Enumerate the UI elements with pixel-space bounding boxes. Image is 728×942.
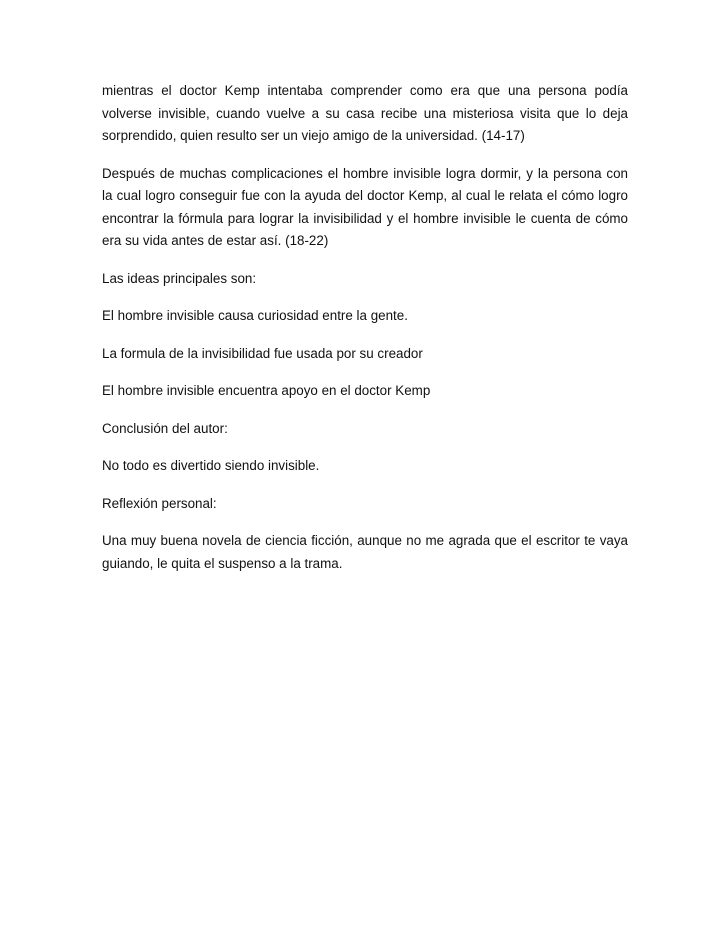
document-body <box>102 80 628 590</box>
personal-reflection-text: Una muy buena novela de ciencia ficción, aunque no me agrada que el escritor te vaya guiando, le quita el suspenso a la trama. <box>102 533 628 571</box>
paragraph-summary-kemp: mientras el doctor Kemp intentaba comprender como era que una persona podía volverse invisible, cuando vuelve a su casa recibe una misteriosa visita que lo deja sorprendido, quien resulto ser un viejo amigo de la universidad. (14-17) <box>102 83 628 143</box>
heading-main-ideas: Las ideas principales son: <box>102 270 257 286</box>
main-idea-3: El hombre invisible encuentra apoyo en el doctor Kemp <box>102 383 431 398</box>
heading-author-conclusion: Conclusión del autor: <box>102 420 228 436</box>
paragraph-summary-formula: Después de muchas complicaciones el hombre invisible logra dormir, y la persona con la cual logro conseguir fue con la ayuda del doctor Kemp, al cual le relata el cómo logro encontrar la fórmula para lograr la invisibilidad y el hombre invisible le cuenta de cómo era su vida antes de estar así. (18-22) <box>102 165 628 248</box>
main-idea-1: El hombre invisible causa curiosidad entre la gente. <box>102 308 408 323</box>
main-idea-2: La formula de la invisibilidad fue usada por su creador <box>102 345 423 361</box>
author-conclusion-text: No todo es divertido siendo invisible. <box>102 458 320 473</box>
heading-personal-reflection: Reflexión personal: <box>102 495 217 511</box>
